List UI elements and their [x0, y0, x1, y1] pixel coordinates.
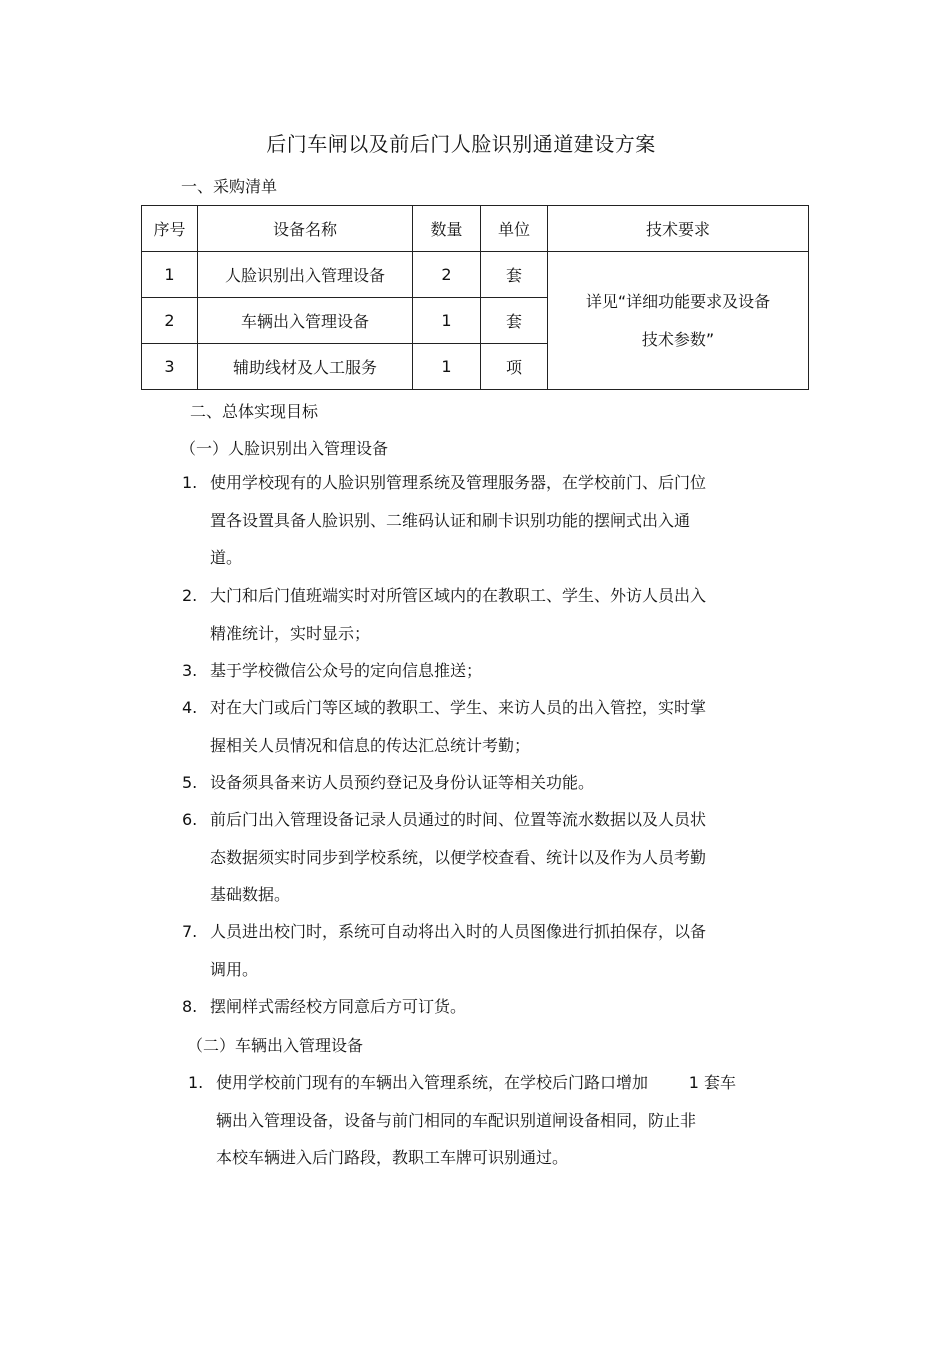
table-cell-unit: 项: [481, 344, 548, 390]
table-header-cell: 数量: [413, 206, 481, 252]
section-heading-procurement: 一、采购清单: [181, 177, 278, 196]
table-header-cell: 设备名称: [198, 206, 413, 252]
list-item: [182, 913, 706, 988]
list-item-number: 7.: [182, 922, 198, 941]
list-item: [182, 689, 706, 764]
table-cell-unit: 套: [481, 252, 548, 298]
table-cell-qty: 1: [413, 298, 481, 344]
section-heading-goals: 二、总体实现目标: [190, 402, 319, 421]
list-item-text: 设备须具备来访人员预约登记及身份认证等相关功能。: [210, 773, 595, 792]
list-item-text: 大门和后门值班端实时对所管区域内的在教职工、学生、外访人员出入 精准统计，实时显示；: [210, 586, 707, 643]
table-cell-name: 车辆出入管理设备: [198, 298, 413, 344]
list-item-number: 6.: [182, 810, 198, 829]
list-item-number: 3.: [182, 661, 198, 680]
table-cell-no: 2: [142, 298, 198, 344]
table-cell-qty: 1: [413, 344, 481, 390]
table-row: [142, 252, 809, 298]
list-item: [182, 764, 594, 802]
table-cell-qty: 2: [413, 252, 481, 298]
table-cell-unit: 套: [481, 298, 548, 344]
table-header-cell: 技术要求: [548, 206, 809, 252]
list-item: [188, 1064, 736, 1177]
table-header-row: [142, 206, 809, 252]
list-item-number: 8.: [182, 997, 198, 1016]
list-item-number: 1.: [182, 473, 198, 492]
list-item-number: 5.: [182, 773, 198, 792]
list-item-number: 1.: [188, 1073, 204, 1092]
list-item: [182, 464, 706, 577]
list-item-text: 人员进出校门时，系统可自动将出入时的人员图像进行抓拍保存，以备 调用。: [210, 922, 707, 979]
list-item-text: 摆闸样式需经校方同意后方可订货。: [210, 997, 467, 1016]
table-cell-no: 3: [142, 344, 198, 390]
table-cell-tech-requirements: [548, 252, 809, 390]
document-title: 后门车闸以及前后门人脸识别通道建设方案: [266, 132, 656, 156]
procurement-table: [141, 205, 809, 390]
table-header-cell: 单位: [481, 206, 548, 252]
list-item: [182, 577, 706, 652]
list-item: [182, 652, 482, 690]
tech-requirements-line: 技术参数”: [641, 329, 715, 349]
list-item-text: 前后门出入管理设备记录人员通过的时间、位置等流水数据以及人员状 态数据须实时同步到学校系统，以便学校查看、统计以及作为人员考勤 基础数据。: [210, 810, 707, 904]
table-cell-name: 人脸识别出入管理设备: [198, 252, 413, 298]
tech-requirements-line: 详见“详细功能要求及设备: [585, 291, 771, 311]
list-item: [182, 988, 466, 1026]
subsection-heading-face-recognition: （一）人脸识别出入管理设备: [180, 439, 389, 458]
table-header-cell: 序号: [142, 206, 198, 252]
table-cell-name: 辅助线材及人工服务: [198, 344, 413, 390]
table-cell-no: 1: [142, 252, 198, 298]
list-item-text: 使用学校现有的人脸识别管理系统及管理服务器，在学校前门、后门位 置各设置具备人脸识别、二维码认证和刷卡识别功能的摆闸式出入通 道。: [210, 473, 707, 567]
subsection-heading-vehicle: （二）车辆出入管理设备: [187, 1036, 364, 1055]
list-item: [182, 801, 706, 914]
list-item-number: 2.: [182, 586, 198, 605]
list-item-number: 4.: [182, 698, 198, 717]
list-item-text: 基于学校微信公众号的定向信息推送；: [210, 661, 483, 680]
list-item-text: 对在大门或后门等区域的教职工、学生、来访人员的出入管控，实时掌 握相关人员情况和信息的传达汇总统计考勤；: [210, 698, 707, 755]
list-item-text: 使用学校前门现有的车辆出入管理系统，在学校后门路口增加 1 套车 辆出入管理设备，设备与前门相同的车配识别道闸设备相同，防止非 本校车辆进入后门路段，教职工车牌可识别通过。: [216, 1073, 736, 1167]
